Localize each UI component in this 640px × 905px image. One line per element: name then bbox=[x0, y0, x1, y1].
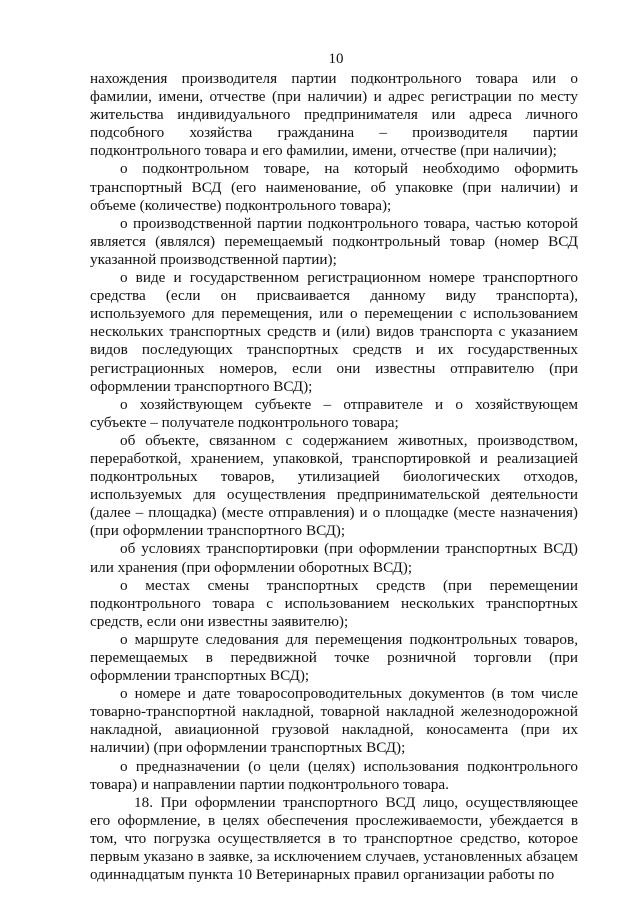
paragraph-sender-receiver: о хозяйствующем субъекте – отправителе и о хозяйствующем субъекте – получателе подконтрольного товара; bbox=[90, 395, 578, 431]
paragraph-item-18: 18. При оформлении транспортного ВСД лицо, осуществляющее его оформление, в целях обеспечения прослеживаемости, убеждается в том, что погрузка осуществляется в то транспортное средство, которое первым указано в заявке, за исключением случаев, установленных абзацем одиннадцатым пункта 10 Ветеринарных правил организации работы по bbox=[90, 793, 578, 884]
paragraph-vehicle: о виде и государственном регистрационном номере транспортного средства (если он присваивается данному виду транспорта), используемого для перемещения, или о перемещении с использованием нескольких транспортных средств и (или) видов транспорта с указанием видов последующих транспортных средств и их государственных регистрационных номеров, если они известны отправителю (при оформлении транспортного ВСД); bbox=[90, 269, 578, 395]
paragraph-production-batch: о производственной партии подконтрольного товара, частью которой является (являлся) перемещаемый подконтрольный товар (номер ВСД указанной производственной партии); bbox=[90, 214, 578, 268]
paragraph-site: об объекте, связанном с содержанием животных, производством, переработкой, хранением, упаковкой, транспортировкой и реализацией подконтрольных товаров, утилизацией биологических отходов, используемых для осуществления предпринимательской деятельности (далее – площадка) (месте отправления) и о площадке (месте назначения) (при оформлении транспортного ВСД); bbox=[90, 431, 578, 540]
paragraph-vehicle-change: о местах смены транспортных средств (при перемещении подконтрольного товара с использованием нескольких транспортных средств, если они известны заявителю); bbox=[90, 576, 578, 630]
paragraph-controlled-goods: о подконтрольном товаре, на который необходимо оформить транспортный ВСД (его наименование, об упаковке (при наличии) и объеме (количестве) подконтрольного товара); bbox=[90, 160, 578, 214]
page-number: 10 bbox=[328, 51, 344, 67]
paragraph-transport-conditions: об условиях транспортировки (при оформлении транспортных ВСД) или хранения (при оформлении оборотных ВСД); bbox=[90, 540, 578, 576]
paragraph-route: о маршруте следования для перемещения подконтрольных товаров, перемещаемых в передвижной точке розничной торговли (при оформлении транспортных ВСД); bbox=[90, 630, 578, 685]
paragraph-purpose: о предназначении (о цели (целях) использования подконтрольного товара) и направлении партии подконтрольного товара. bbox=[90, 757, 578, 793]
paragraph-producer-address: нахождения производителя партии подконтрольного товара или о фамилии, имени, отчестве (при наличии) и адрес регистрации по месту жительства индивидуального предпринимателя или адреса личного подсобного хозяйства гражданина – производителя партии подконтрольного товара и его фамилии, имени, отчестве (при наличии); bbox=[90, 70, 578, 160]
paragraph-shipping-documents: о номере и дате товаросопроводительных документов (в том числе товарно-транспортной накладной, товарной накладной железнодорожной накладной, авиационной грузовой накладной, коносамента (при их наличии) (при оформлении транспортных ВСД); bbox=[90, 685, 578, 757]
document-page bbox=[90, 50, 578, 884]
